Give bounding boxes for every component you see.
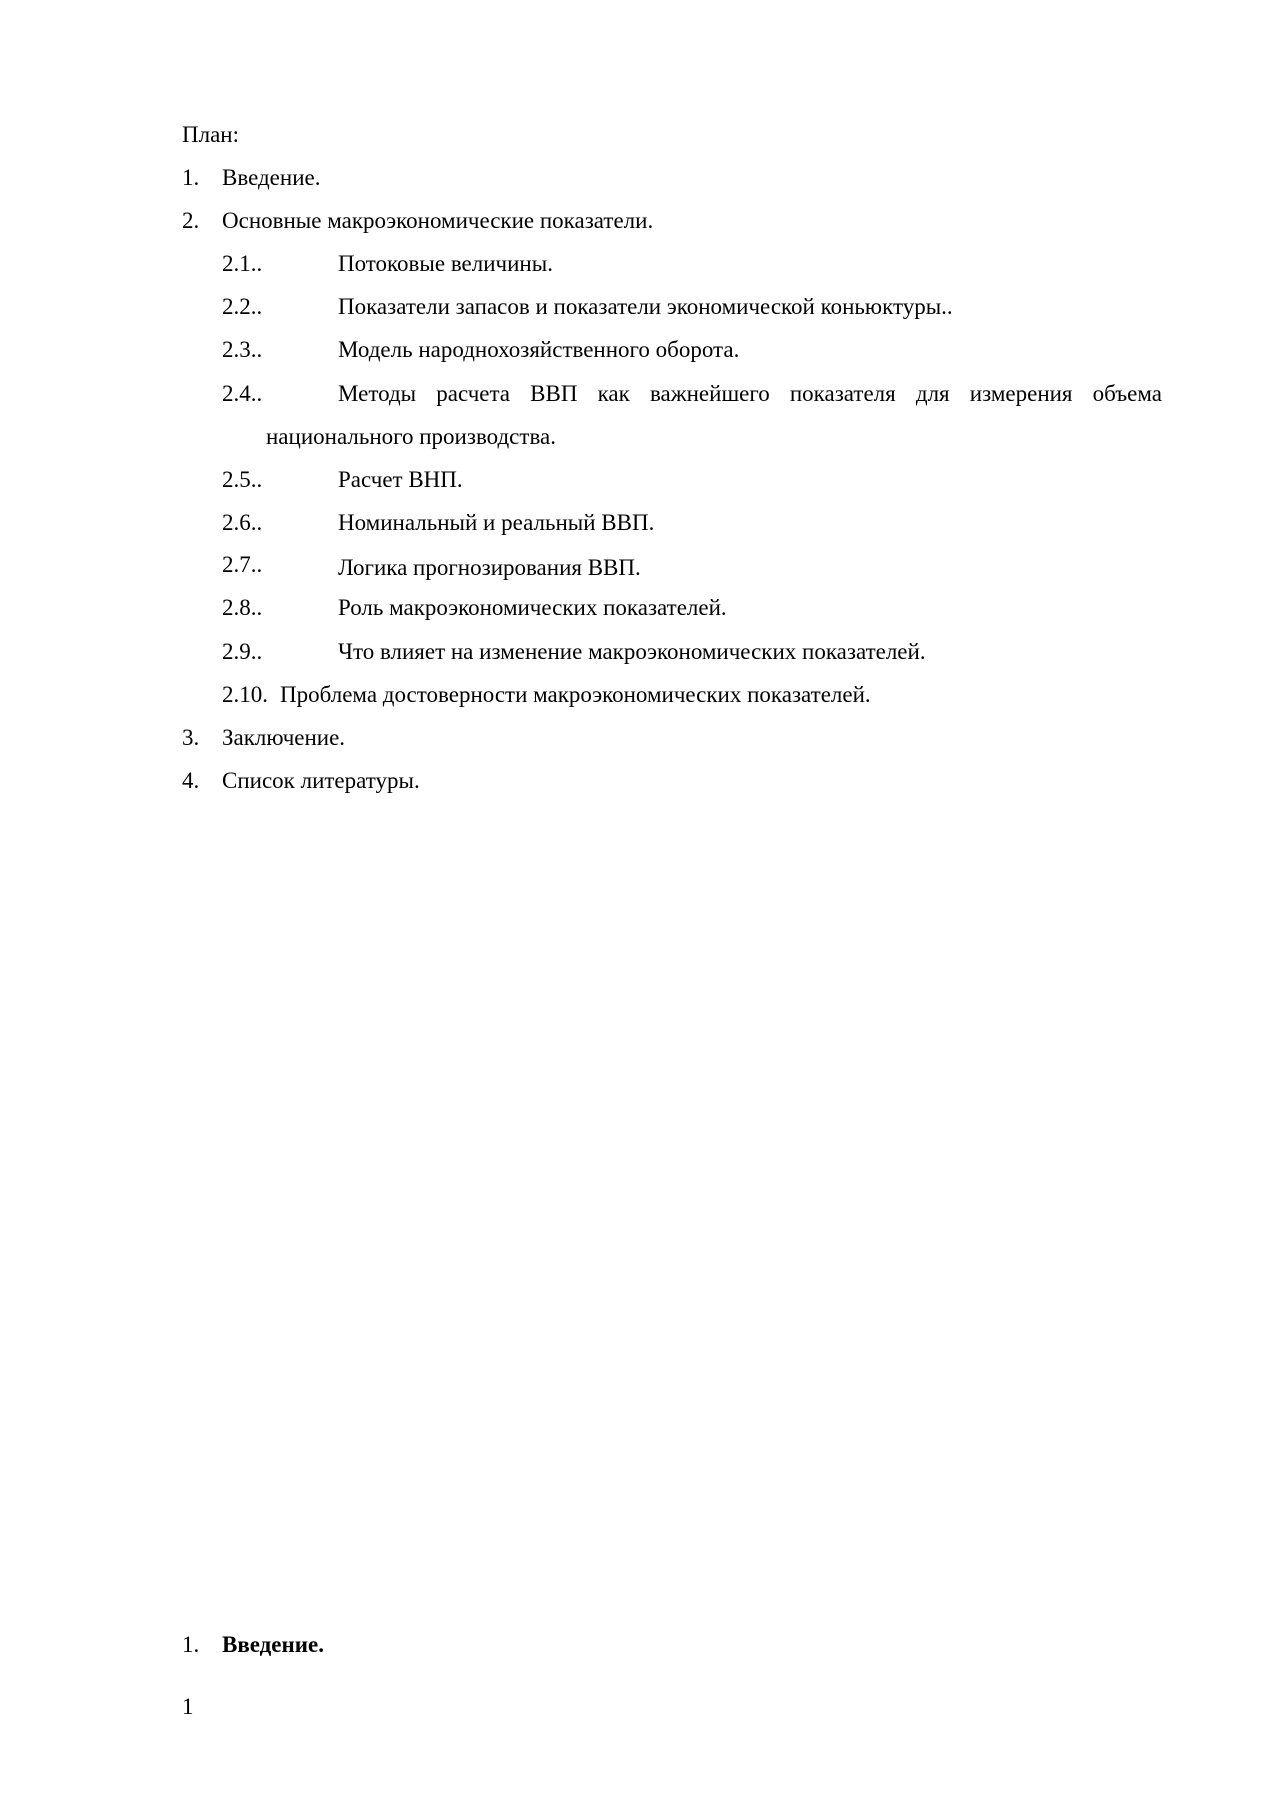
list-item-text: Введение. xyxy=(222,165,321,190)
sub-list-item xyxy=(222,292,1172,322)
sub-list-item xyxy=(222,335,1172,365)
list-item xyxy=(182,723,1082,753)
sub-item-text: Потоковые величины. xyxy=(338,251,553,276)
sub-list-item xyxy=(222,465,1172,495)
sub-item-number: 2.3.. xyxy=(222,337,263,362)
sub-item-text: Показатели запасов и показатели экономической коньюктуры.. xyxy=(338,294,953,319)
sub-list-item xyxy=(222,379,1162,409)
sub-list-item xyxy=(222,637,1172,667)
sub-item-number: 2.6.. xyxy=(222,510,263,535)
section-heading-text: Введение. xyxy=(222,1632,324,1657)
list-item-text: Заключение. xyxy=(222,725,346,750)
sub-list-item xyxy=(222,593,1172,623)
list-item-text: Основные макроэкономические показатели. xyxy=(222,208,654,233)
sub-item-text: Методы расчета ВВП как важнейшего показателя для измерения объема xyxy=(338,381,1162,406)
list-item-number: 4. xyxy=(182,768,200,793)
page-number: 1 xyxy=(182,1694,194,1719)
list-item xyxy=(182,206,1082,236)
sub-item-text: Логика прогнозирования ВВП. xyxy=(338,555,641,580)
sub-item-number: 2.5.. xyxy=(222,467,263,492)
section-heading-number: 1. xyxy=(182,1632,200,1657)
sub-item-number: 2.7.. xyxy=(222,552,263,577)
sub-item-number: 2.2.. xyxy=(222,294,263,319)
sub-item-number: 2.1.. xyxy=(222,251,263,276)
sub-list-item xyxy=(222,508,1172,538)
sub-list-item xyxy=(222,680,1172,710)
sub-item-continuation: национального производства. xyxy=(266,424,556,449)
sub-item-text: Расчет ВНП. xyxy=(338,467,463,492)
sub-item-number: 2.9.. xyxy=(222,639,263,664)
sub-item-number: 2.10. xyxy=(222,682,268,707)
sub-list-item xyxy=(222,249,1172,279)
sub-item-text: Модель народнохозяйственного оборота. xyxy=(338,337,740,362)
sub-list-item xyxy=(222,550,1172,580)
sub-item-text: Номинальный и реальный ВВП. xyxy=(338,510,655,535)
sub-item-number: 2.4.. xyxy=(222,381,263,406)
sub-item-text: Роль макроэкономических показателей. xyxy=(338,595,727,620)
sub-item-number: 2.8.. xyxy=(222,595,263,620)
sub-item-text: Проблема достоверности макроэкономических показателей. xyxy=(280,682,871,707)
sub-item-text: Что влияет на изменение макроэкономических показателей. xyxy=(338,639,926,664)
section-heading xyxy=(182,1630,1082,1660)
plan-heading: План: xyxy=(182,122,239,147)
list-item xyxy=(182,766,1082,796)
list-item-number: 1. xyxy=(182,165,200,190)
list-item-number: 2. xyxy=(182,208,200,233)
list-item-number: 3. xyxy=(182,725,200,750)
list-item xyxy=(182,163,1082,193)
list-item-text: Список литературы. xyxy=(222,768,420,793)
